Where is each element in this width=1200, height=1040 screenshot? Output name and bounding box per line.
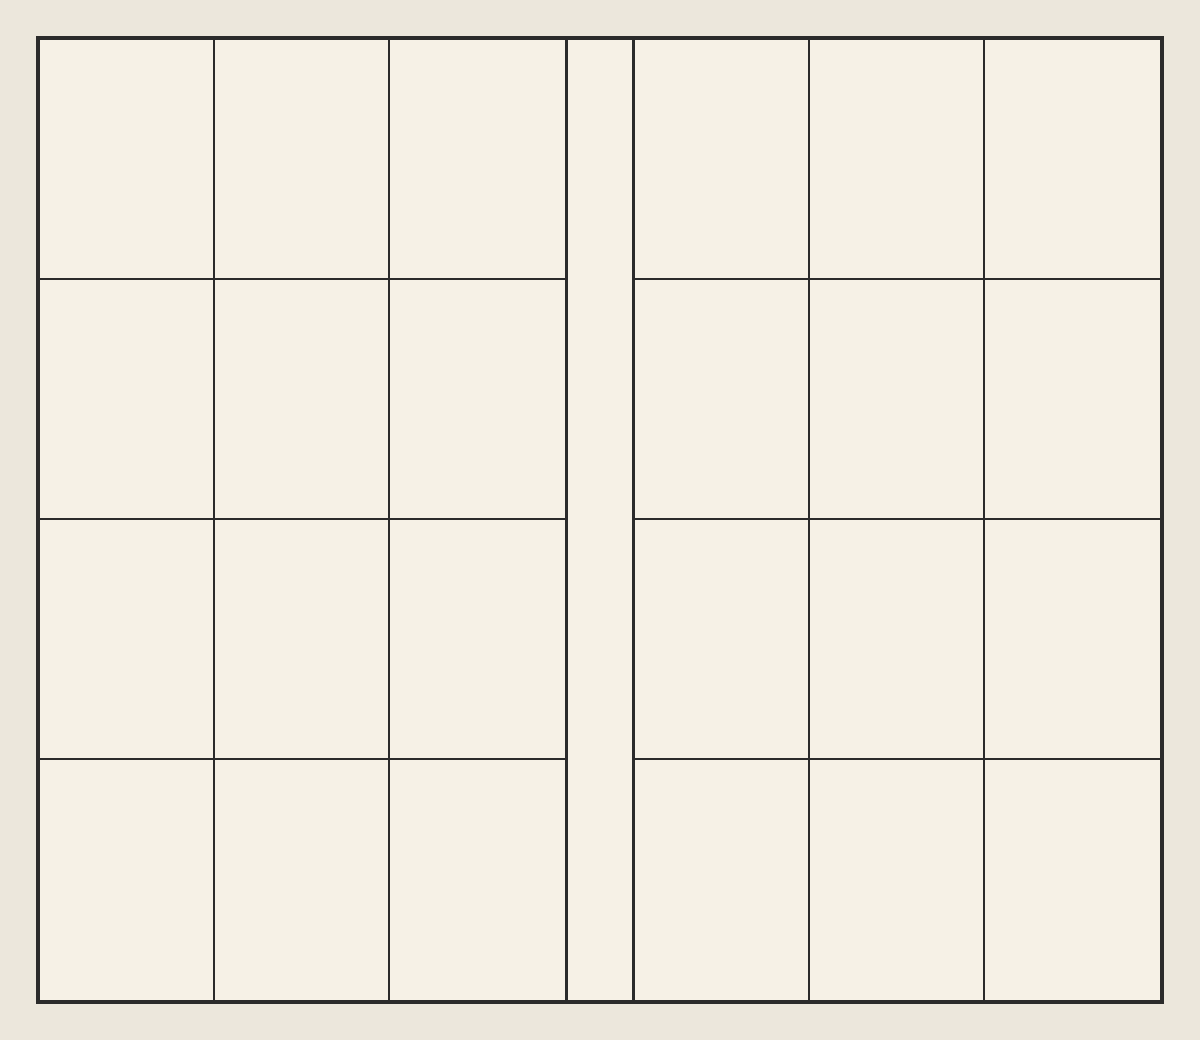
left-panel <box>40 40 565 1000</box>
left-cell <box>390 760 565 1000</box>
right-row-1 <box>635 40 1160 280</box>
right-cell <box>635 760 810 1000</box>
left-cell <box>390 40 565 278</box>
right-cell <box>810 520 985 758</box>
left-cell <box>215 760 390 1000</box>
right-row-2 <box>635 280 1160 520</box>
left-cell <box>40 520 215 758</box>
right-panel <box>635 40 1160 1000</box>
right-cell <box>635 520 810 758</box>
left-cell <box>40 760 215 1000</box>
right-row-3 <box>635 520 1160 760</box>
left-row-1 <box>40 40 565 280</box>
left-cell <box>40 40 215 278</box>
left-cell <box>390 280 565 518</box>
left-cell <box>215 280 390 518</box>
left-row-3 <box>40 520 565 760</box>
right-cell <box>635 40 810 278</box>
center-spine <box>565 40 635 1000</box>
right-cell <box>985 760 1160 1000</box>
page-frame <box>36 36 1164 1004</box>
left-cell <box>40 280 215 518</box>
right-cell <box>810 760 985 1000</box>
right-cell <box>810 40 985 278</box>
left-row-2 <box>40 280 565 520</box>
left-cell <box>215 520 390 758</box>
left-row-4 <box>40 760 565 1000</box>
right-cell <box>810 280 985 518</box>
left-cell <box>215 40 390 278</box>
right-row-4 <box>635 760 1160 1000</box>
right-cell <box>985 520 1160 758</box>
right-cell <box>985 40 1160 278</box>
right-cell <box>635 280 810 518</box>
right-cell <box>985 280 1160 518</box>
left-cell <box>390 520 565 758</box>
